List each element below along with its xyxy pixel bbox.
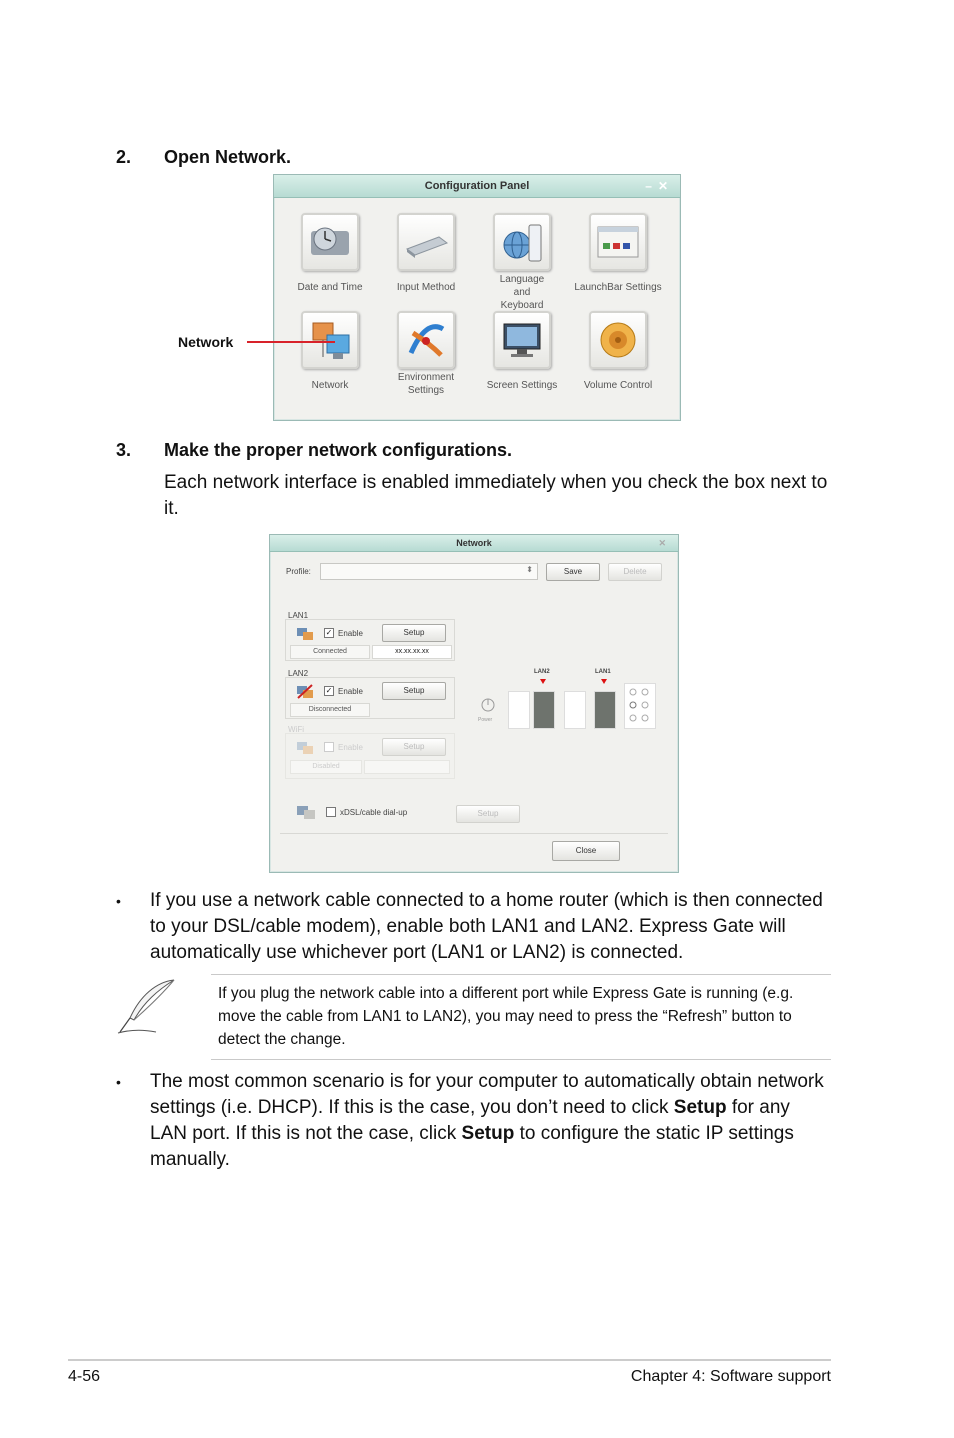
configuration-panel-window: [273, 174, 681, 421]
wifi-enable-checkbox[interactable]: [324, 742, 334, 752]
note-text: If you plug the network cable into a different port while Express Gate is running (e.g. move the cable from LAN1 to LAN2), you may need to press the “Refresh” button to detect the change.: [218, 985, 794, 1048]
speaker-icon: [589, 311, 647, 369]
lan1-enable-checkbox[interactable]: ✓: [325, 628, 333, 637]
network-callout-line: [247, 341, 335, 343]
network-icon: [301, 311, 359, 369]
screen-settings-label: Screen Settings: [486, 380, 558, 391]
delete-button[interactable]: Delete: [608, 563, 662, 581]
monitor-icon: [493, 311, 551, 369]
language-and-keyboard-label: Language and Keyboard: [499, 274, 545, 311]
launchbar-settings-item[interactable]: [570, 213, 666, 294]
lan1-enable-label: Enable: [338, 629, 363, 638]
wifi-group: [285, 733, 455, 779]
lan1-ip-field: xx.xx.xx.xx: [372, 645, 452, 659]
modem-icon: [296, 803, 316, 821]
power-label: Power: [478, 717, 493, 723]
dsl-checkbox[interactable]: [326, 807, 336, 817]
wifi-icon: [296, 740, 314, 756]
screen-settings-item[interactable]: [474, 311, 570, 392]
configuration-panel-title: Configuration Panel: [424, 180, 530, 192]
wifi-enable-label: Enable: [338, 743, 363, 752]
setup-emphasis: Setup: [673, 1097, 727, 1118]
volume-control-item[interactable]: [570, 311, 666, 392]
lan2-title: LAN2: [288, 669, 309, 678]
wifi-setup-button[interactable]: Setup: [382, 738, 446, 756]
profile-dropdown[interactable]: [320, 563, 538, 580]
wifi-ip-field: [364, 760, 450, 774]
language-and-keyboard-item[interactable]: [474, 213, 570, 312]
setup-emphasis: Setup: [461, 1123, 515, 1144]
network-titlebar: [270, 535, 678, 552]
save-button[interactable]: Save: [546, 563, 600, 581]
network-item[interactable]: [282, 311, 378, 392]
note-bottom-rule: [211, 1059, 831, 1060]
lan2-enable-checkbox[interactable]: ✓: [325, 686, 333, 695]
window-controls[interactable]: –✕: [645, 179, 674, 193]
audio-jack-icon: [625, 684, 655, 728]
bullet-paragraph: If you use a network cable connected to a home router (which is then connected to your DSL/cable modem), enable both LAN1 and LAN2. Express Gate will automatically use whichever port (LAN1 or LAN2) is connected.: [150, 890, 823, 963]
step-number: 3.: [116, 440, 132, 460]
lan1-port-label: LAN1: [595, 669, 611, 675]
launchbar-settings-label: LaunchBar Settings: [574, 282, 662, 293]
network-window-title: Network: [456, 538, 492, 548]
lan2-port: [533, 691, 555, 729]
step-title: Open Network.: [164, 147, 292, 167]
bullet-text: for any LAN port. If this is not the case, click: [150, 1097, 790, 1144]
environment-icon: [397, 311, 455, 369]
usb-port: [508, 691, 530, 729]
input-method-label: Input Method: [396, 282, 456, 293]
lan1-arrow: [601, 679, 607, 684]
date-and-time-label: Date and Time: [297, 282, 363, 293]
wifi-status-field: Disabled: [290, 760, 362, 774]
launchbar-icon: [589, 213, 647, 271]
chevron-down-icon: ⬍: [526, 565, 533, 574]
lan1-group: [285, 619, 455, 661]
dsl-label: xDSL/cable dial-up: [340, 808, 408, 817]
close-button[interactable]: Close: [552, 841, 620, 861]
lan2-arrow: [540, 679, 546, 684]
bullet-icon: •: [116, 893, 121, 909]
close-icon[interactable]: ✕: [658, 538, 672, 548]
wifi-title: WiFi: [288, 725, 304, 734]
lan2-status-field: Disconnected: [290, 703, 370, 717]
input-method-item[interactable]: [378, 213, 474, 294]
rear-port-diagram: [478, 669, 658, 733]
network-label: Network: [311, 380, 349, 391]
lan2-setup-button[interactable]: Setup: [382, 682, 446, 700]
volume-control-label: Volume Control: [583, 380, 653, 391]
keyboard-icon: [397, 213, 455, 271]
network-callout-label: Network: [178, 334, 234, 350]
lan-icon: [296, 684, 314, 700]
page-number: 4-56: [68, 1368, 101, 1385]
lan1-setup-button[interactable]: Setup: [382, 624, 446, 642]
environment-settings-item[interactable]: [378, 311, 474, 397]
configuration-panel-titlebar: [274, 175, 680, 198]
bullet-icon: •: [116, 1074, 121, 1090]
power-icon: [480, 697, 496, 715]
quill-note-icon: [116, 976, 180, 1036]
step-title: Make the proper network configurations.: [164, 440, 513, 460]
bullet-text: to configure the static IP settings manually.: [150, 1123, 794, 1170]
date-and-time-item[interactable]: [282, 213, 378, 294]
lan-icon: [296, 626, 314, 642]
chapter-title: Chapter 4: Software support: [630, 1368, 831, 1385]
profile-label: Profile:: [286, 567, 311, 576]
audio-ports: [624, 683, 656, 729]
footer-rule: [68, 1359, 831, 1361]
clock-icon: [301, 213, 359, 271]
step-number: 2.: [116, 147, 132, 167]
globe-icon: [493, 213, 551, 271]
bullet-text: The most common scenario is for your computer to automatically obtain network settings (i.e. DHCP). If this is the case, you don’t need to click: [150, 1071, 824, 1118]
lan2-port-label: LAN2: [534, 669, 550, 675]
environment-settings-label: Environment Settings: [397, 372, 455, 396]
dsl-setup-button[interactable]: Setup: [456, 805, 520, 823]
lan2-enable-label: Enable: [338, 687, 363, 696]
bullet-paragraph: [150, 1069, 832, 1173]
step-description: Each network interface is enabled immediately when you check the box next to it.: [164, 472, 828, 519]
usb-port: [564, 691, 586, 729]
lan1-status-field: Connected: [290, 645, 370, 659]
lan1-port: [594, 691, 616, 729]
lan2-group: [285, 677, 455, 719]
network-window: [269, 534, 679, 873]
note-top-rule: [211, 974, 831, 975]
lan1-title: LAN1: [288, 611, 309, 620]
divider: [280, 833, 668, 834]
